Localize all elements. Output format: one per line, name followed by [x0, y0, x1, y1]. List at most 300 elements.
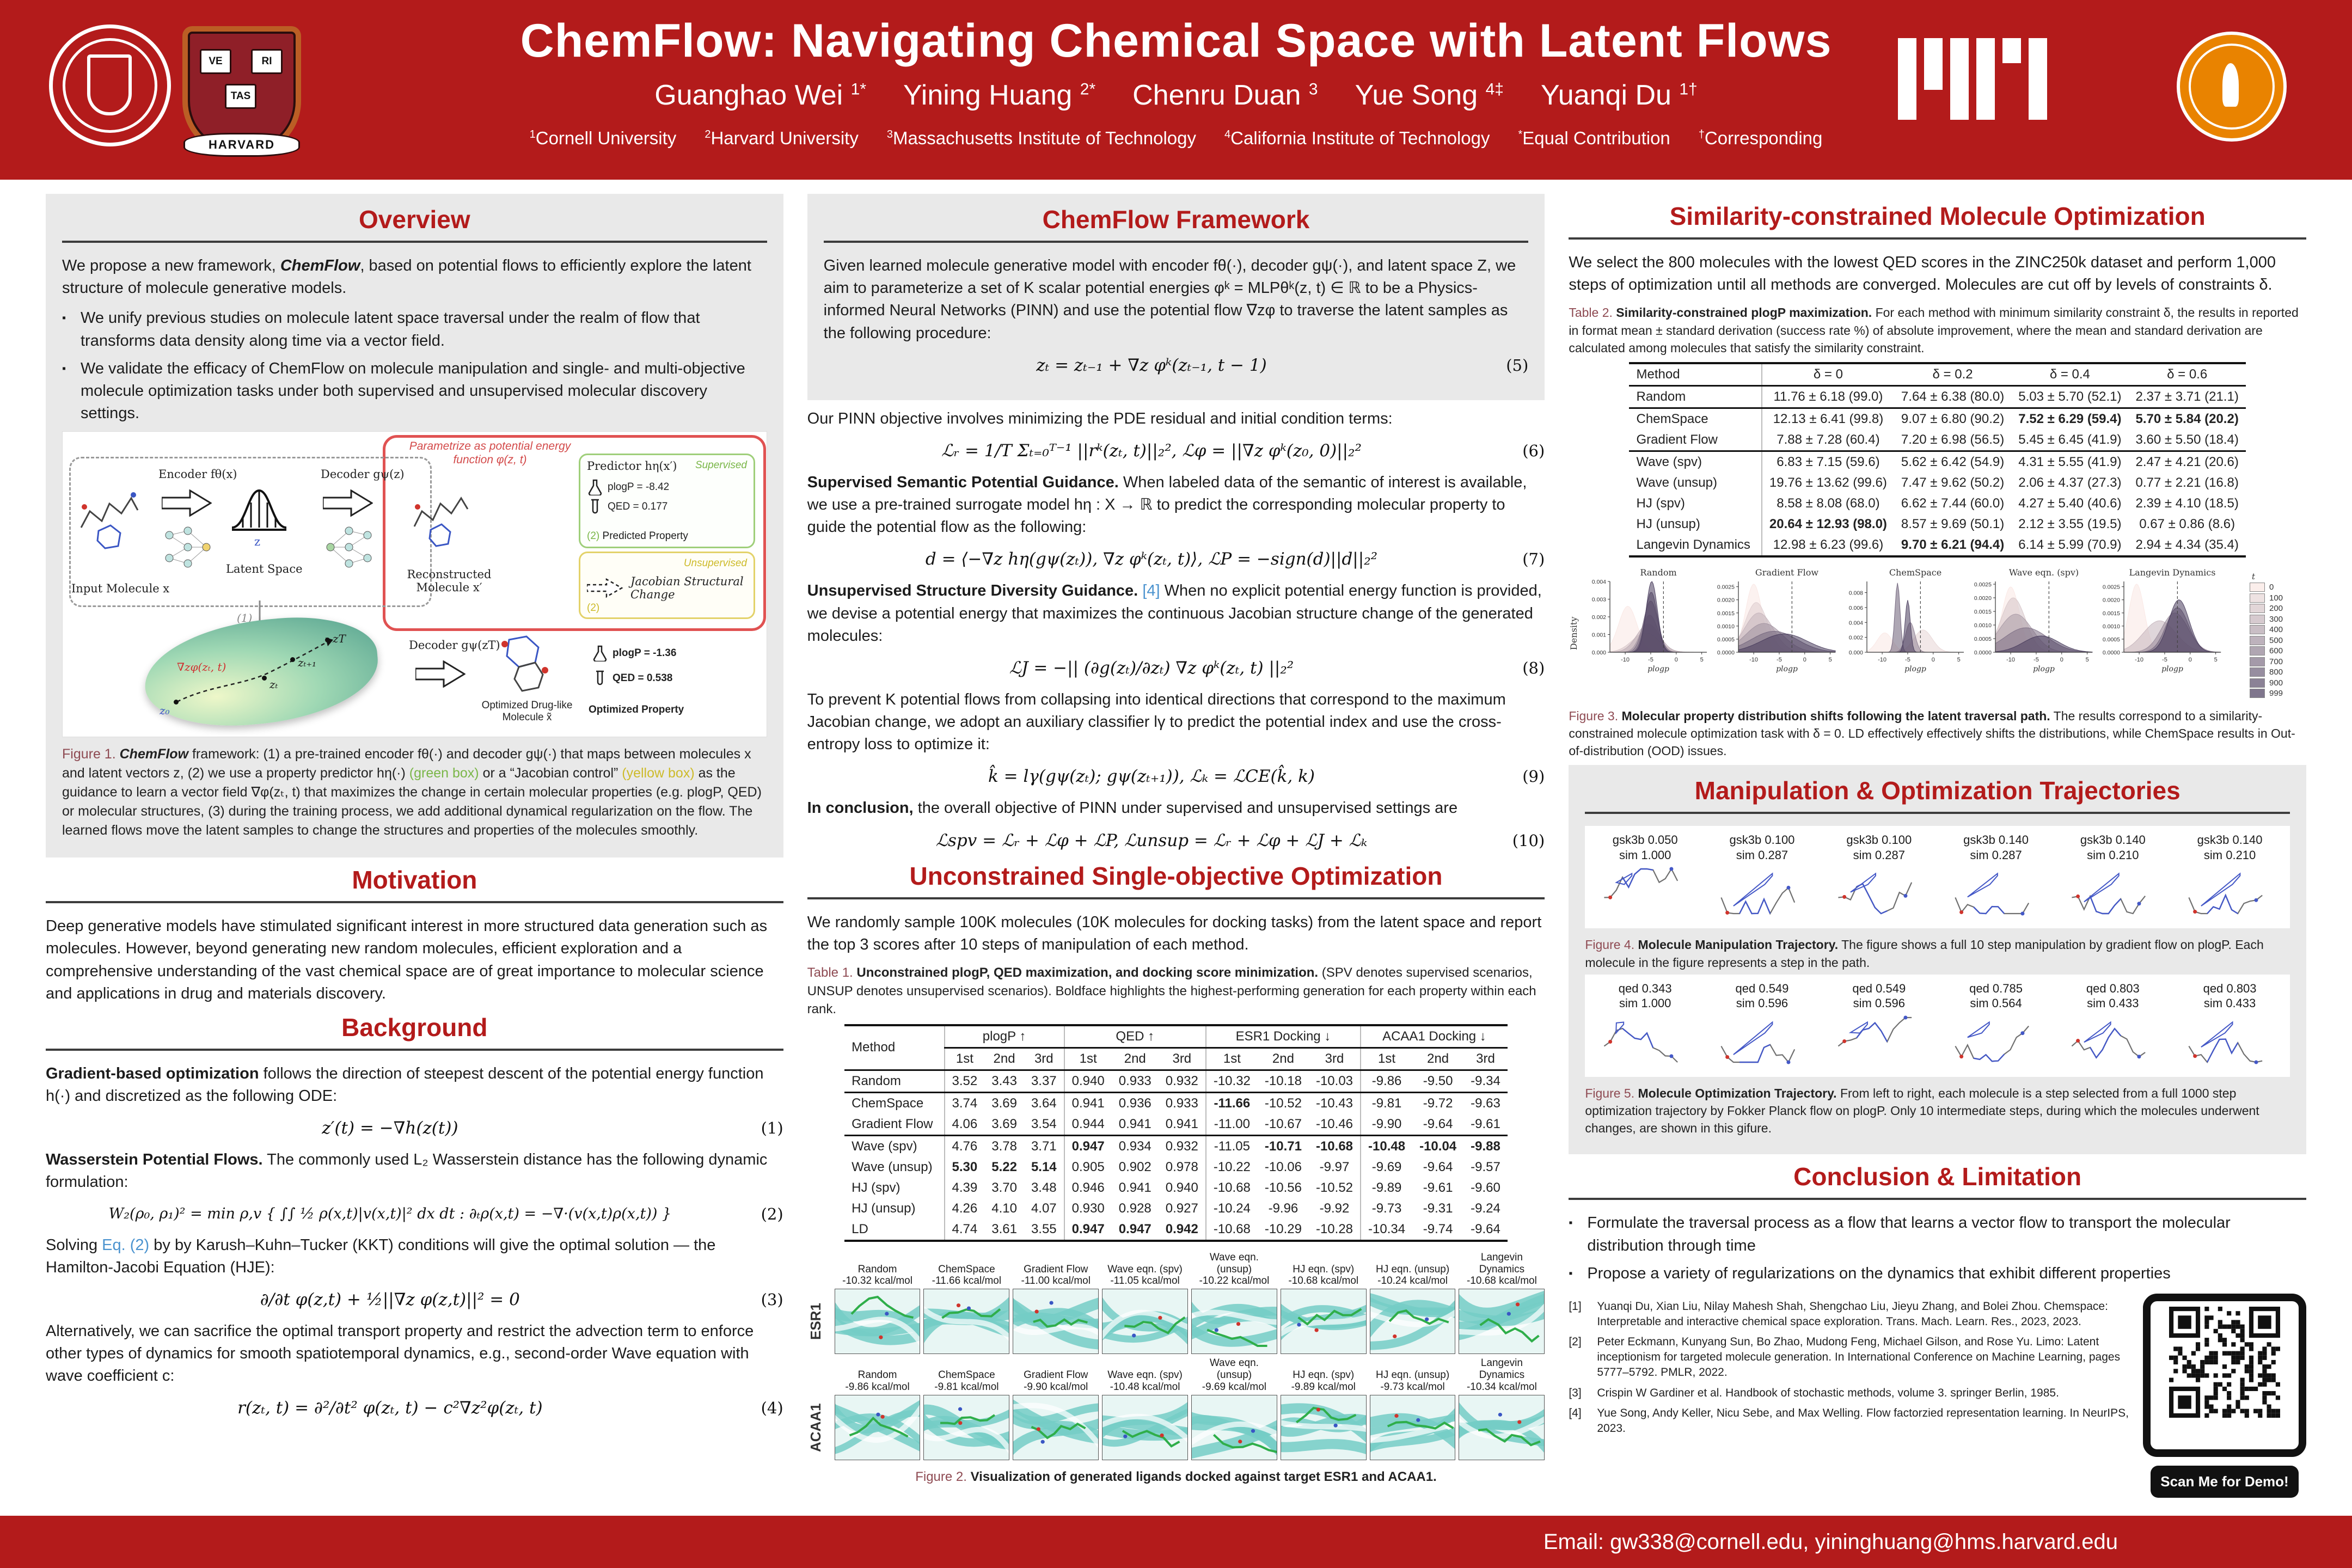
- affiliation-superscript: *: [1518, 128, 1523, 140]
- figure3-legend-title: t: [2251, 571, 2256, 581]
- table-cell-value: 0.944: [1071, 1116, 1105, 1131]
- similarity-title: Similarity-constrained Molecule Optimization: [1669, 202, 2206, 230]
- table-cell-value: -9.88: [1471, 1138, 1500, 1154]
- table-cell: [1361, 1070, 1412, 1092]
- text: Supervised Semantic Potential Guidance.: [807, 473, 1119, 491]
- table2-method-cell: HJ (spv): [1636, 495, 1685, 511]
- svg-text:0.0015: 0.0015: [1717, 610, 1735, 617]
- table-cell: [984, 1070, 1024, 1092]
- table1-method-cell: Wave (unsup): [852, 1159, 933, 1174]
- table-cell-value: 11.76 ± 6.18 (99.0): [1773, 389, 1883, 404]
- scan-me-label: Scan Me for Demo!: [2151, 1466, 2299, 1498]
- right-column: [1569, 194, 2306, 1502]
- svg-text:0.0010: 0.0010: [2103, 623, 2121, 630]
- protein-docking-image: [1281, 1395, 1367, 1460]
- table2-method-cell: Gradient Flow: [1636, 432, 1718, 447]
- framework-supervised-text: [807, 471, 1545, 539]
- table-cell-value: -10.48: [1368, 1138, 1406, 1154]
- figure3-panel-2: [1839, 567, 1967, 674]
- figure2-score-label: -9.69 kcal/mol: [1202, 1381, 1267, 1393]
- table-cell: [1206, 1092, 1258, 1114]
- molecule-score-label: gsk3b 0.140: [2197, 833, 2263, 847]
- figure2-cell: [923, 1369, 1009, 1460]
- equation-1: [46, 1118, 783, 1138]
- figure3-ylabel: Density: [1569, 616, 1579, 651]
- table1-header-method: Method: [844, 1025, 944, 1070]
- text: ChemFlow: [119, 746, 189, 762]
- table-cell-value: 0.932: [1165, 1138, 1198, 1154]
- figure3-legend-item: [2250, 667, 2306, 677]
- table-cell: [1064, 1114, 1112, 1136]
- table-cell: [1894, 408, 2011, 430]
- table-cell-value: -9.81: [1371, 1095, 1402, 1111]
- table-cell: [1258, 1178, 1309, 1198]
- table-cell: [1894, 385, 2011, 408]
- protein-docking-image: [1191, 1289, 1277, 1354]
- table-cell-value: 8.58 ± 8.08 (68.0): [1777, 495, 1880, 511]
- protein-ribbon-image: [1192, 1289, 1277, 1353]
- affiliation: $^1$Cornell University: [529, 128, 677, 148]
- table-cell: [1894, 473, 2011, 493]
- figure2-method-label: ChemSpace: [938, 1369, 995, 1381]
- footer-banner: [0, 1516, 2352, 1568]
- table-cell-value: 4.27 ± 5.40 (40.6): [2018, 495, 2122, 511]
- table-cell-value: 0.928: [1118, 1200, 1152, 1216]
- protein-docking-image: [923, 1395, 1009, 1460]
- table-cell-value: 3.54: [1031, 1116, 1057, 1131]
- table1-header-rank: 2nd: [1412, 1048, 1463, 1070]
- table-cell: [2011, 514, 2128, 535]
- equation-8: [807, 658, 1545, 678]
- yellow-box-ref: (yellow box): [622, 765, 695, 781]
- table-cell: [1361, 1219, 1412, 1241]
- affiliation-superscript: 2: [705, 128, 711, 140]
- optimized-molecule-icon: [493, 631, 553, 696]
- table-cell: [1159, 1092, 1206, 1114]
- figure2-row-label: ESR1: [807, 1303, 824, 1340]
- table-cell-value: -10.06: [1264, 1159, 1302, 1174]
- motivation-title: Motivation: [352, 866, 477, 895]
- figure1-diagram: [62, 431, 767, 737]
- decoder2-arrow-icon: [415, 660, 465, 688]
- bullet-text: Formulate the traversal process as a flow that learns a vector flow to transport the molecular distribution through time: [1587, 1214, 2231, 1254]
- table-cell-value: -9.57: [1471, 1159, 1500, 1174]
- svg-text:0.0015: 0.0015: [2103, 610, 2121, 617]
- table-cell-value: 7.20 ± 6.98 (56.5): [1901, 432, 2005, 447]
- svg-text:0.002: 0.002: [1849, 634, 1864, 641]
- figure2-cell: [835, 1369, 921, 1460]
- figure2-cell: [1281, 1264, 1367, 1355]
- table-cell: [2011, 430, 2128, 451]
- protein-ribbon-image: [835, 1395, 920, 1460]
- table-cell-value: 4.31 ± 5.55 (41.9): [2018, 454, 2122, 469]
- table-cell-value: -10.24: [1213, 1200, 1251, 1216]
- table-cell-value: -9.31: [1423, 1200, 1453, 1216]
- text: (SPV denotes supervised scenarios, UNSUP denotes unsupervised scenarios). Boldface highlights the highest-performing generation for each property within each rank.: [807, 965, 1536, 1017]
- table2-caption: [1569, 304, 2306, 357]
- svg-text:Wave eqn. (spv): Wave eqn. (spv): [2009, 567, 2079, 578]
- table-cell: [1361, 1198, 1412, 1219]
- table-cell: [1309, 1092, 1361, 1114]
- equation-text: k̂ = lγ(gψ(zₜ); gψ(zₜ₊₁)), ℒₖ = ℒCE(k̂, k): [988, 767, 1315, 787]
- harvard-book-ri: RI: [251, 49, 283, 74]
- legend-swatch-icon: [2250, 636, 2265, 645]
- table1-method-cell: ChemSpace: [844, 1092, 944, 1114]
- figure2-cell: [1370, 1264, 1456, 1355]
- molecule-image: [1823, 862, 1935, 922]
- table1-header-rank: 1st: [1064, 1048, 1112, 1070]
- molecule-structure-image: [1706, 862, 1818, 919]
- affiliation-superscript: 4: [1224, 128, 1231, 140]
- figure2-method-label: Gradient Flow: [1024, 1263, 1088, 1275]
- legend-value: 700: [2269, 657, 2283, 666]
- framework-classifier-text: To prevent K potential flows from collapsing into identical directions that correspond to the maximum Jacobian change, we adopt an auxiliary classifier lγ to predict the potential index and use the cross-entropy loss to optimize it:: [807, 690, 1506, 754]
- figure1-param-label: Parametrize as potential energy function φ(z, t): [409, 440, 571, 467]
- table-cell-value: 12.98 ± 6.23 (99.6): [1773, 537, 1884, 552]
- table1-method-cell: HJ (unsup): [852, 1200, 916, 1216]
- svg-text:-5: -5: [2162, 656, 2168, 663]
- affiliation-list: [0, 128, 2352, 149]
- table-cell: [1412, 1198, 1463, 1219]
- table1-header-group: ESR1 Docking ↓: [1206, 1025, 1361, 1048]
- table1: [844, 1024, 1508, 1242]
- figure2-method-label: Wave eqn. (spv): [1107, 1263, 1183, 1275]
- table-cell-value: 3.78: [991, 1138, 1017, 1154]
- figure3-legend-item: [2250, 625, 2306, 634]
- figure2-method-label: Random: [857, 1263, 897, 1275]
- protein-ribbon-image: [1102, 1289, 1187, 1353]
- figure2-score-label: -9.73 kcal/mol: [1380, 1381, 1445, 1393]
- figure2-cell: [1102, 1264, 1188, 1355]
- bullet-item: [1569, 1263, 2306, 1285]
- table-cell: [1258, 1157, 1309, 1178]
- figure2-method-label: Gradient Flow: [1024, 1369, 1088, 1381]
- table-cell: [1159, 1157, 1206, 1178]
- table-cell-value: -10.28: [1315, 1221, 1353, 1236]
- table-cell: [1463, 1070, 1508, 1092]
- eq2-link[interactable]: Eq. (2): [102, 1236, 150, 1254]
- text: or a “Jacobian control”: [479, 765, 622, 781]
- qr-code: [2143, 1294, 2306, 1457]
- table-cell-value: 4.74: [952, 1221, 978, 1236]
- svg-text:plogp: plogp: [2033, 664, 2055, 673]
- legend-value: 0: [2269, 583, 2274, 592]
- divider: [1569, 237, 2306, 240]
- molecule-step: [2174, 981, 2286, 1070]
- harvard-shield-icon: [188, 32, 296, 150]
- text: We propose a new framework,: [62, 257, 280, 274]
- similarity-intro: We select the 800 molecules with the lowest QED scores in the ZINC250k dataset and perform 1,000 steps of optimization until all methods are converged. Molecules are cut off by levels of constraints δ.: [1569, 254, 2276, 294]
- svg-text:0.004: 0.004: [1849, 620, 1864, 627]
- molecule-score-label: qed 0.785: [1969, 981, 2023, 995]
- affiliation: $^3$Massachusetts Institute of Technology: [886, 128, 1197, 148]
- table-cell: [1064, 1092, 1112, 1114]
- protein-docking-image: [835, 1289, 921, 1354]
- svg-text:plogp: plogp: [1904, 664, 1927, 673]
- table-cell-value: 0.946: [1071, 1180, 1105, 1195]
- table-cell: [2129, 408, 2246, 430]
- table-cell-value: -9.69: [1371, 1159, 1402, 1174]
- protein-docking-image: [1013, 1395, 1099, 1460]
- table-cell: [1463, 1092, 1508, 1114]
- table-cell: [1762, 514, 1894, 535]
- equation-3: [46, 1290, 783, 1309]
- legend-value: 800: [2269, 667, 2283, 677]
- molecule-step: [1940, 832, 2052, 922]
- table-cell-value: 0.941: [1071, 1095, 1105, 1111]
- bullet-text: We validate the efficacy of ChemFlow on molecule manipulation and single- and multi-objective molecule optimization tasks under both supervised and unsupervised molecular discovery settings.: [81, 359, 745, 422]
- table-cell: [1064, 1070, 1112, 1092]
- table-row: [1629, 535, 2245, 556]
- table-cell: [1159, 1114, 1206, 1136]
- text: by by Karush–Kuhn–Tucker (KKT) conditions will give the optimal solution — the Hamilton-Jacobi Equation (HJE):: [46, 1236, 716, 1276]
- table-cell-value: -10.46: [1315, 1116, 1353, 1131]
- figure2-method-label: Wave eqn. (unsup): [1209, 1251, 1259, 1275]
- legend-swatch-icon: [2250, 583, 2265, 592]
- table-cell: [984, 1157, 1024, 1178]
- author-name: Yue Song $^{4\ddagger}$: [1355, 79, 1504, 111]
- figure1-qed2-value: QED = 0.538: [612, 672, 673, 684]
- figure1-input-label: Input Molecule x: [71, 582, 170, 596]
- equation-text: W₂(ρ₀, ρ₁)² = min ρ,v { ∫∫ ½ ρ(x,t)|v(x,t)|² dx dt : ∂ₜρ(x,t) = −∇·(v(x,t)ρ(x,t)) }: [108, 1205, 672, 1223]
- table-cell-value: 3.61: [991, 1221, 1017, 1236]
- figure1-predicted-property: [587, 530, 688, 542]
- equation-text: z′(t) = −∇h(z(t)): [322, 1118, 458, 1138]
- table-cell-value: 0.978: [1165, 1159, 1198, 1174]
- svg-text:-5: -5: [2033, 656, 2039, 663]
- figure1-optmol-label: Optimized Drug-like Molecule x̃: [481, 700, 573, 724]
- table-cell: [2011, 385, 2128, 408]
- text: The results correspond to a similarity-constrained molecule optimization task with δ = 0. LD effectively effectively shifts the distributions, while ChemSpace results in Out-of-distribution (OOD) issues.: [1569, 708, 2295, 758]
- table-cell: [1159, 1070, 1206, 1092]
- figure3-panel-4: [2096, 567, 2224, 674]
- figure2-cell: [1191, 1357, 1277, 1460]
- text: Similarity-constrained plogP maximization.: [1616, 305, 1872, 320]
- figure3-legend-item: [2250, 593, 2306, 603]
- table-cell: [1064, 1198, 1112, 1219]
- chemflow-name: ChemFlow: [280, 257, 360, 274]
- table-cell: [1412, 1135, 1463, 1157]
- table-cell: [1762, 408, 1894, 430]
- author-name: Yining Huang $^{2*}$: [903, 79, 1096, 111]
- figure2-method-label: HJ eqn. (unsup): [1375, 1369, 1450, 1381]
- legend-value: 300: [2269, 614, 2283, 624]
- table-cell-value: -10.67: [1264, 1116, 1302, 1131]
- molecule-similarity-label: sim 1.000: [1619, 996, 1671, 1010]
- figure2-method-label: HJ eqn. (unsup): [1375, 1263, 1450, 1275]
- protein-docking-image: [1370, 1395, 1456, 1460]
- figure1-recon-label: Reconstructed Molecule x′: [407, 568, 492, 595]
- figure2-method-label: Langevin Dynamics: [1479, 1357, 1525, 1381]
- table-cell-value: 0.947: [1118, 1221, 1152, 1236]
- figure2-score-label: -9.90 kcal/mol: [1024, 1381, 1088, 1393]
- legend-swatch-icon: [2250, 615, 2265, 624]
- affiliation-superscript: 3: [886, 128, 893, 140]
- table1-method-cell: Gradient Flow: [852, 1116, 933, 1131]
- table-cell: [1309, 1070, 1361, 1092]
- table-cell: [1762, 473, 1894, 493]
- table-cell-value: 3.70: [991, 1180, 1017, 1195]
- legend-value: 999: [2269, 689, 2283, 699]
- table-cell-value: 20.64 ± 12.93 (98.0): [1769, 516, 1887, 531]
- mit-logo-icon: [1898, 38, 2047, 120]
- table-cell: [1309, 1135, 1361, 1157]
- table-cell: [1206, 1114, 1258, 1136]
- table-cell: [1762, 451, 1894, 473]
- table-row: [844, 1135, 1508, 1157]
- protein-ribbon-image: [1370, 1395, 1455, 1460]
- figure1-caption-label: Figure 1.: [62, 746, 116, 762]
- table-cell-value: 0.934: [1118, 1138, 1152, 1154]
- table-cell: [1894, 493, 2011, 514]
- bullet-text: Propose a variety of regularizations on the dynamics that exhibit different properties: [1587, 1264, 2171, 1282]
- svg-text:0.000: 0.000: [1592, 649, 1607, 656]
- step2-green-label: (2): [587, 530, 600, 542]
- figure2-method-label: Langevin Dynamics: [1479, 1251, 1525, 1275]
- section-conclusion: [1569, 1162, 2306, 1498]
- table-cell: [1112, 1114, 1159, 1136]
- text: Predicted Property: [602, 530, 688, 542]
- beaker-icon: [593, 670, 607, 687]
- dashed-arrow-icon: [587, 578, 625, 598]
- table-cell: [1024, 1070, 1064, 1092]
- figure2-caption-label: Figure 2.: [915, 1469, 967, 1485]
- equation-number: (3): [761, 1290, 783, 1309]
- table1-header-group: plogP ↑: [945, 1025, 1064, 1048]
- table-row: [1629, 514, 2245, 535]
- table-cell: [1206, 1219, 1258, 1241]
- table-cell: [2011, 451, 2128, 473]
- figure4-panel: [1585, 826, 2290, 928]
- molecule-image: [2174, 1011, 2286, 1070]
- table-cell: [1206, 1135, 1258, 1157]
- figure2-method-label: HJ eqn. (spv): [1293, 1369, 1355, 1381]
- background-paragraph-4: Alternatively, we can sacrifice the optimal transport property and restrict the advection term to enforce other types of dynamics for smooth spatiotemporal dynamics, e.g., second-order Wave equation with wave coefficient c:: [46, 1322, 754, 1385]
- legend-swatch-icon: [2250, 646, 2265, 656]
- table-cell-value: -10.52: [1315, 1180, 1353, 1195]
- table-cell-value: -10.29: [1264, 1221, 1302, 1236]
- table-cell: [1258, 1092, 1309, 1114]
- figure1-decoder2-label: Decoder gψ(zT): [409, 639, 500, 652]
- reference-number: [4]: [1569, 1407, 1582, 1420]
- molecule-score-label: gsk3b 0.100: [1846, 833, 1912, 847]
- svg-text:0.0020: 0.0020: [2103, 597, 2121, 604]
- figure1-plogp-value: plogP = -8.42: [608, 481, 670, 493]
- svg-text:0.006: 0.006: [1849, 604, 1864, 611]
- motivation-text: Deep generative models have stimulated significant interest in more structured data generation such as molecules. However, beyond generating new random molecules, efficient exploration and a comprehensive understanding of the vast chemical space are of great importance to molecular science and applications in drug and materials discovery.: [46, 917, 768, 1002]
- table-cell: [1112, 1135, 1159, 1157]
- svg-text:-5: -5: [1905, 656, 1911, 663]
- molecule-step: [1706, 981, 1818, 1070]
- table-cell-value: 0.67 ± 0.86 (8.6): [2139, 516, 2235, 531]
- table-cell-value: 2.39 ± 4.10 (18.5): [2135, 495, 2239, 511]
- figure1-qed-value: QED = 0.177: [608, 501, 668, 513]
- molecule-similarity-label: sim 0.287: [1736, 848, 1788, 862]
- text: , based on potential flows to efficiently explore the latent structure of molecule generative models.: [62, 257, 751, 297]
- framework-title: ChemFlow Framework: [1042, 205, 1310, 234]
- figure3-legend-item: [2250, 604, 2306, 613]
- svg-text:0.008: 0.008: [1849, 590, 1864, 597]
- svg-text:0.0000: 0.0000: [1717, 649, 1735, 656]
- author-superscript: 4‡: [1485, 80, 1504, 99]
- table-cell-value: -10.18: [1264, 1073, 1302, 1088]
- figure2-method-label: HJ eqn. (spv): [1293, 1263, 1355, 1275]
- reference-4-link[interactable]: [4]: [1142, 582, 1160, 600]
- reference-item: [1569, 1386, 2130, 1401]
- figure2-score-label: -10.68 kcal/mol: [1288, 1275, 1359, 1287]
- framework-conclusion-text: [807, 797, 1545, 819]
- section-unconstrained: [807, 861, 1545, 1486]
- table-row: [1629, 408, 2245, 430]
- table-cell: [1309, 1157, 1361, 1178]
- table-cell-value: 3.43: [991, 1073, 1017, 1088]
- svg-text:0.0005: 0.0005: [1717, 636, 1735, 643]
- table-cell-value: -9.73: [1371, 1200, 1402, 1216]
- molecule-similarity-label: sim 0.433: [2203, 996, 2256, 1010]
- table-cell: [1112, 1198, 1159, 1219]
- table-cell-value: -10.04: [1419, 1138, 1457, 1154]
- table-cell-value: 5.22: [991, 1159, 1017, 1174]
- table-cell-value: 5.30: [952, 1159, 978, 1174]
- figure3-legend-item: [2250, 583, 2306, 592]
- affiliation: $^4$California Institute of Technology: [1224, 128, 1490, 148]
- table-cell-value: -9.60: [1471, 1180, 1500, 1195]
- gradient-flow-label: ∇zφ(zₜ, t): [177, 660, 226, 674]
- svg-text:Langevin Dynamics: Langevin Dynamics: [2129, 567, 2216, 578]
- table-cell-value: 0.941: [1118, 1116, 1152, 1131]
- svg-text:plogp: plogp: [1647, 664, 1670, 673]
- table-cell: [1762, 493, 1894, 514]
- figure2-cell: [1102, 1369, 1188, 1460]
- table1-method-cell: Random: [852, 1073, 901, 1088]
- encoder-network-icon: [162, 524, 214, 570]
- legend-swatch-icon: [2250, 657, 2265, 666]
- table1-method-cell: HJ (spv): [852, 1180, 901, 1195]
- legend-swatch-icon: [2250, 593, 2265, 603]
- molecule-structure-image: [1823, 1011, 1935, 1068]
- molecule-step: [2057, 981, 2169, 1070]
- equation-number: (8): [1522, 658, 1545, 677]
- svg-text:Random: Random: [1640, 567, 1677, 578]
- figure2-caption: [807, 1468, 1545, 1486]
- equation-6: [807, 441, 1545, 461]
- overview-bullet-list: [62, 307, 767, 425]
- figure3-panel-1: [1710, 567, 1839, 674]
- table-cell-value: 0.930: [1071, 1200, 1105, 1216]
- equation-number: (1): [761, 1119, 783, 1138]
- figure2-method-label: Wave eqn. (spv): [1107, 1369, 1183, 1381]
- table-cell-value: -10.71: [1264, 1138, 1302, 1154]
- divider: [1585, 812, 2290, 814]
- table2-method-cell: Langevin Dynamics: [1636, 537, 1750, 552]
- table-cell: [1024, 1219, 1064, 1241]
- figure2-method-label: Wave eqn. (unsup): [1209, 1357, 1259, 1381]
- table-row: [1629, 451, 2245, 473]
- unconstrained-intro: We randomly sample 100K molecules (10K molecules for docking tasks) from the latent space and report the top 3 scores after 10 steps of manipulation of each method.: [807, 913, 1542, 953]
- legend-value: 400: [2269, 625, 2283, 635]
- figure3-density-plot: [1582, 567, 1710, 700]
- table-cell: [1112, 1092, 1159, 1114]
- protein-ribbon-image: [1281, 1395, 1366, 1460]
- svg-text:0.000: 0.000: [1849, 649, 1864, 656]
- table-cell-value: 8.57 ± 9.69 (50.1): [1901, 516, 2005, 531]
- poster-title: ChemFlow: Navigating Chemical Space with Latent Flows: [520, 15, 1832, 67]
- table-cell-value: 0.940: [1071, 1073, 1105, 1088]
- table-cell: [1159, 1135, 1206, 1157]
- equation-number: (4): [761, 1399, 783, 1418]
- step2-yellow-label: (2): [587, 602, 600, 614]
- molecule-score-label: gsk3b 0.140: [2080, 833, 2146, 847]
